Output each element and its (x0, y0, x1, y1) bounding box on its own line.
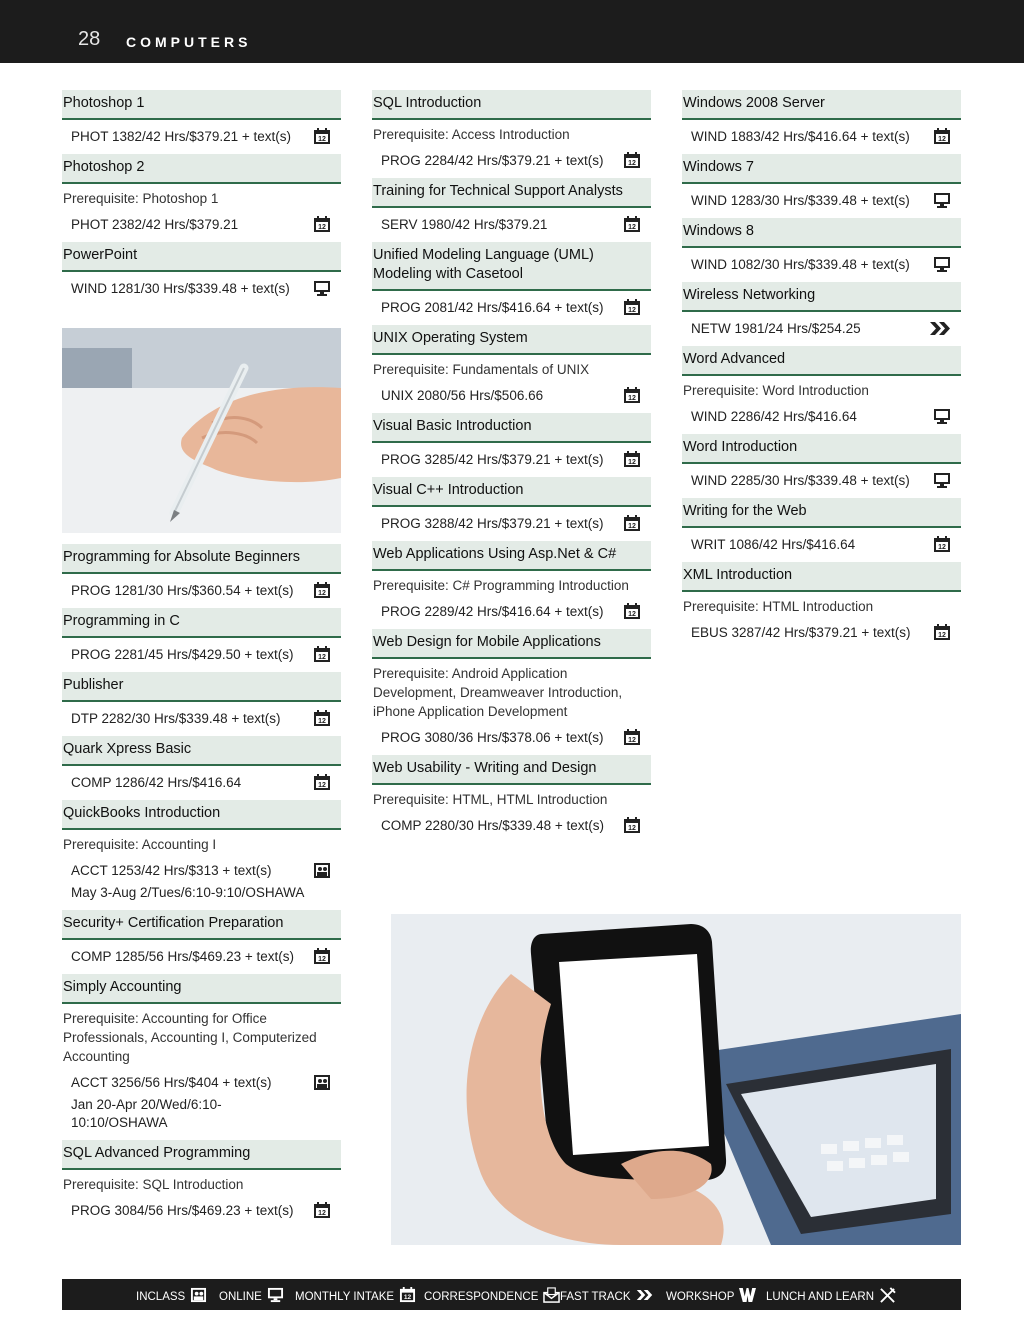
course-offering (62, 638, 341, 672)
column-2 (372, 90, 651, 843)
course-entry (372, 541, 651, 629)
course-offering (372, 144, 651, 178)
course-title[interactable]: Word Advanced (682, 346, 961, 376)
course-title[interactable]: Unified Modeling Language (UML) Modeling with Casetool (372, 242, 651, 291)
course-title[interactable]: Word Introduction (682, 434, 961, 464)
course-code-hours-price: ACCT 1253/42 Hrs/$313 + text(s) (71, 863, 272, 878)
course-prerequisite: Prerequisite: HTML, HTML Introduction (373, 792, 608, 807)
monthly-intake-icon (313, 710, 331, 727)
course-entry (372, 242, 651, 325)
svg-text:12: 12 (628, 459, 636, 466)
course-entry (682, 218, 961, 282)
column-1-top (62, 90, 341, 306)
monthly-intake-icon (623, 216, 641, 233)
course-title[interactable]: Windows 8 (682, 218, 961, 248)
course-title[interactable]: Programming in C (62, 608, 341, 638)
legend-label: INCLASS (136, 1290, 186, 1303)
course-entry (62, 974, 341, 1140)
legend-item-fast-track (560, 1287, 653, 1306)
course-offering (372, 595, 651, 629)
correspondence-icon (543, 1287, 560, 1306)
svg-text:12: 12 (938, 544, 946, 551)
svg-text:12: 12 (318, 136, 326, 143)
course-entry (62, 800, 341, 910)
svg-text:12: 12 (628, 307, 636, 314)
course-title[interactable]: Windows 7 (682, 154, 961, 184)
svg-text:12: 12 (318, 956, 326, 963)
course-entry (682, 498, 961, 562)
course-prerequisite: Prerequisite: Android Application Development, Dreamweaver Introduction, iPhone Application Development (373, 666, 623, 719)
monthly-intake-icon (933, 536, 951, 553)
course-offering (62, 1194, 341, 1228)
monthly-intake-icon (623, 451, 641, 468)
course-code-hours-price: WIND 1283/30 Hrs/$339.48 + text(s) (691, 193, 910, 208)
legend-label: ONLINE (219, 1290, 262, 1303)
monthly-intake-icon (623, 603, 641, 620)
course-schedule: May 3-Aug 2/Tues/6:10-9:10/OSHAWA (71, 885, 305, 900)
monthly-intake-icon (313, 128, 331, 145)
legend-item-monthly-intake (295, 1287, 416, 1306)
course-prerequisite: Prerequisite: Accounting for Office Professionals, Accounting I, Computerized Accounting (63, 1011, 317, 1064)
svg-text:12: 12 (318, 590, 326, 597)
course-offering (372, 291, 651, 325)
page-number: 28 (78, 28, 101, 50)
workshop-icon (739, 1287, 756, 1306)
course-offering (62, 120, 341, 154)
course-offering (372, 507, 651, 541)
legend-item-correspondence (424, 1287, 560, 1306)
legend-label: MONTHLY INTAKE (295, 1290, 395, 1303)
course-offering (62, 854, 341, 910)
course-offering (372, 721, 651, 755)
fast-track-icon (929, 320, 951, 337)
online-icon (267, 1287, 284, 1306)
course-entry (372, 178, 651, 242)
smartphone-and-tablet-photo (391, 914, 961, 1245)
course-entry (682, 434, 961, 498)
course-entry (372, 755, 651, 843)
monthly-intake-icon (623, 729, 641, 746)
course-code-hours-price: PROG 1281/30 Hrs/$360.54 + text(s) (71, 583, 294, 598)
pen-and-tablet-photo (62, 328, 341, 533)
course-entry (682, 90, 961, 154)
legend-label: LUNCH AND LEARN (766, 1290, 874, 1303)
course-prerequisite: Prerequisite: HTML Introduction (683, 599, 874, 614)
svg-text:12: 12 (938, 136, 946, 143)
inclass-icon (313, 862, 331, 879)
monthly-intake-icon (933, 624, 951, 641)
course-code-hours-price: DTP 2282/30 Hrs/$339.48 + text(s) (71, 711, 281, 726)
svg-text:12: 12 (628, 523, 636, 530)
course-offering (62, 940, 341, 974)
svg-text:12: 12 (318, 782, 326, 789)
course-code-hours-price: EBUS 3287/42 Hrs/$379.21 + text(s) (691, 625, 911, 640)
course-entry (62, 1140, 341, 1228)
svg-text:12: 12 (403, 1294, 412, 1302)
course-title[interactable]: Photoshop 2 (62, 154, 341, 184)
svg-text:12: 12 (318, 224, 326, 231)
svg-text:12: 12 (628, 825, 636, 832)
course-title[interactable]: Programming for Absolute Beginners (62, 544, 341, 574)
online-icon (933, 256, 951, 273)
course-entry (372, 325, 651, 413)
monthly-intake-icon (623, 817, 641, 834)
column-1-bottom (62, 544, 341, 1228)
course-code-hours-price: PROG 3080/36 Hrs/$378.06 + text(s) (381, 730, 604, 745)
course-title[interactable]: QuickBooks Introduction (62, 800, 341, 830)
course-offering (62, 1066, 341, 1140)
course-title[interactable]: Web Applications Using Asp.Net & C# (372, 541, 651, 571)
course-entry (682, 154, 961, 218)
inclass-icon (190, 1287, 207, 1306)
course-code-hours-price: WIND 1281/30 Hrs/$339.48 + text(s) (71, 281, 290, 296)
course-offering (682, 464, 961, 498)
monthly-intake-icon (313, 646, 331, 663)
course-code-hours-price: PHOT 1382/42 Hrs/$379.21 + text(s) (71, 129, 291, 144)
svg-text:12: 12 (318, 718, 326, 725)
course-code-hours-price: PROG 3084/56 Hrs/$469.23 + text(s) (71, 1203, 294, 1218)
course-code-hours-price: PROG 2289/42 Hrs/$416.64 + text(s) (381, 604, 604, 619)
online-icon (313, 280, 331, 297)
monthly-intake-icon (399, 1287, 416, 1306)
course-entry (372, 413, 651, 477)
course-offering (62, 208, 341, 242)
course-code-hours-price: PHOT 2382/42 Hrs/$379.21 (71, 217, 239, 232)
course-code-hours-price: SERV 1980/42 Hrs/$379.21 (381, 217, 548, 232)
monthly-intake-icon (313, 1202, 331, 1219)
lunch-and-learn-icon (879, 1287, 896, 1306)
legend-label: WORKSHOP (666, 1290, 735, 1303)
course-title[interactable]: Writing for the Web (682, 498, 961, 528)
course-entry (62, 608, 341, 672)
course-entry (62, 90, 341, 154)
course-entry (682, 346, 961, 434)
course-entry (372, 629, 651, 755)
legend-label: CORRESPONDENCE (424, 1290, 539, 1303)
course-title[interactable]: Training for Technical Support Analysts (372, 178, 651, 208)
course-title[interactable]: Simply Accounting (62, 974, 341, 1004)
course-schedule: Jan 20-Apr 20/Wed/6:10-10:10/OSHAWA (71, 1097, 222, 1130)
page-header (0, 0, 1024, 63)
course-code-hours-price: PROG 2281/45 Hrs/$429.50 + text(s) (71, 647, 294, 662)
course-offering (62, 272, 341, 306)
course-offering (372, 443, 651, 477)
course-entry (62, 910, 341, 974)
course-entry (682, 562, 961, 650)
online-icon (933, 472, 951, 489)
course-code-hours-price: PROG 3288/42 Hrs/$379.21 + text(s) (381, 516, 604, 531)
course-offering (682, 120, 961, 154)
course-entry (372, 477, 651, 541)
svg-text:12: 12 (318, 1210, 326, 1217)
course-title[interactable]: UNIX Operating System (372, 325, 651, 355)
course-prerequisite: Prerequisite: Fundamentals of UNIX (373, 362, 590, 377)
course-code-hours-price: PROG 2284/42 Hrs/$379.21 + text(s) (381, 153, 604, 168)
course-entry (62, 242, 341, 306)
course-title[interactable]: Quark Xpress Basic (62, 736, 341, 766)
svg-text:12: 12 (628, 160, 636, 167)
monthly-intake-icon (623, 152, 641, 169)
monthly-intake-icon (933, 128, 951, 145)
course-offering (682, 400, 961, 434)
course-entry (62, 736, 341, 800)
inclass-icon (313, 1074, 331, 1091)
course-prerequisite: Prerequisite: SQL Introduction (63, 1177, 244, 1192)
course-title[interactable]: Web Usability - Writing and Design (372, 755, 651, 785)
monthly-intake-icon (623, 299, 641, 316)
svg-text:12: 12 (628, 611, 636, 618)
course-prerequisite: Prerequisite: Photoshop 1 (63, 191, 219, 206)
course-offering (372, 379, 651, 413)
course-title[interactable]: PowerPoint (62, 242, 341, 272)
course-offering (62, 766, 341, 800)
course-code-hours-price: ACCT 3256/56 Hrs/$404 + text(s) (71, 1075, 272, 1090)
course-title[interactable]: Windows 2008 Server (682, 90, 961, 120)
course-title[interactable]: Publisher (62, 672, 341, 702)
course-prerequisite: Prerequisite: C# Programming Introduction (373, 578, 629, 593)
course-offering (682, 248, 961, 282)
legend-bar (62, 1279, 961, 1310)
course-title[interactable]: Visual C++ Introduction (372, 477, 651, 507)
legend-item-workshop (666, 1287, 756, 1306)
course-offering (682, 528, 961, 562)
column-3 (682, 90, 961, 650)
course-offering (372, 208, 651, 242)
course-entry (682, 282, 961, 346)
course-entry (62, 672, 341, 736)
course-title[interactable]: XML Introduction (682, 562, 961, 592)
svg-text:12: 12 (628, 737, 636, 744)
legend-item-online (219, 1287, 284, 1306)
course-offering (682, 312, 961, 346)
svg-text:12: 12 (938, 632, 946, 639)
course-code-hours-price: WIND 2285/30 Hrs/$339.48 + text(s) (691, 473, 910, 488)
svg-text:12: 12 (628, 395, 636, 402)
course-code-hours-price: WIND 1883/42 Hrs/$416.64 + text(s) (691, 129, 910, 144)
course-code-hours-price: COMP 2280/30 Hrs/$339.48 + text(s) (381, 818, 604, 833)
course-prerequisite: Prerequisite: Access Introduction (373, 127, 570, 142)
online-icon (933, 408, 951, 425)
legend-item-inclass (136, 1287, 207, 1306)
course-offering (682, 184, 961, 218)
course-entry (372, 90, 651, 178)
svg-text:12: 12 (318, 654, 326, 661)
course-code-hours-price: PROG 3285/42 Hrs/$379.21 + text(s) (381, 452, 604, 467)
course-prerequisite: Prerequisite: Accounting I (63, 837, 217, 852)
course-prerequisite: Prerequisite: Word Introduction (683, 383, 869, 398)
course-code-hours-price: COMP 1286/42 Hrs/$416.64 (71, 775, 242, 790)
course-title[interactable]: SQL Advanced Programming (62, 1140, 341, 1170)
course-title[interactable]: SQL Introduction (372, 90, 651, 120)
section-title: COMPUTERS (126, 34, 252, 50)
monthly-intake-icon (623, 515, 641, 532)
course-code-hours-price: COMP 1285/56 Hrs/$469.23 + text(s) (71, 949, 294, 964)
course-code-hours-price: WIND 1082/30 Hrs/$339.48 + text(s) (691, 257, 910, 272)
course-code-hours-price: UNIX 2080/56 Hrs/$506.66 (381, 388, 544, 403)
fast-track-icon (636, 1287, 653, 1306)
monthly-intake-icon (623, 387, 641, 404)
online-icon (933, 192, 951, 209)
legend-item-lunch-and-learn (766, 1287, 896, 1306)
course-title[interactable]: Wireless Networking (682, 282, 961, 312)
svg-text:12: 12 (628, 224, 636, 231)
course-title[interactable]: Photoshop 1 (62, 90, 341, 120)
course-code-hours-price: NETW 1981/24 Hrs/$254.25 (691, 321, 861, 336)
course-code-hours-price: PROG 2081/42 Hrs/$416.64 + text(s) (381, 300, 604, 315)
legend-label: FAST TRACK (560, 1290, 631, 1303)
course-offering (62, 574, 341, 608)
course-code-hours-price: WIND 2286/42 Hrs/$416.64 (691, 409, 857, 424)
course-title[interactable]: Visual Basic Introduction (372, 413, 651, 443)
course-offering (62, 702, 341, 736)
course-offering (682, 616, 961, 650)
course-entry (62, 154, 341, 242)
monthly-intake-icon (313, 582, 331, 599)
monthly-intake-icon (313, 948, 331, 965)
course-entry (62, 544, 341, 608)
monthly-intake-icon (313, 216, 331, 233)
course-code-hours-price: WRIT 1086/42 Hrs/$416.64 (691, 537, 856, 552)
monthly-intake-icon (313, 774, 331, 791)
course-title[interactable]: Web Design for Mobile Applications (372, 629, 651, 659)
course-offering (372, 809, 651, 843)
course-title[interactable]: Security+ Certification Preparation (62, 910, 341, 940)
